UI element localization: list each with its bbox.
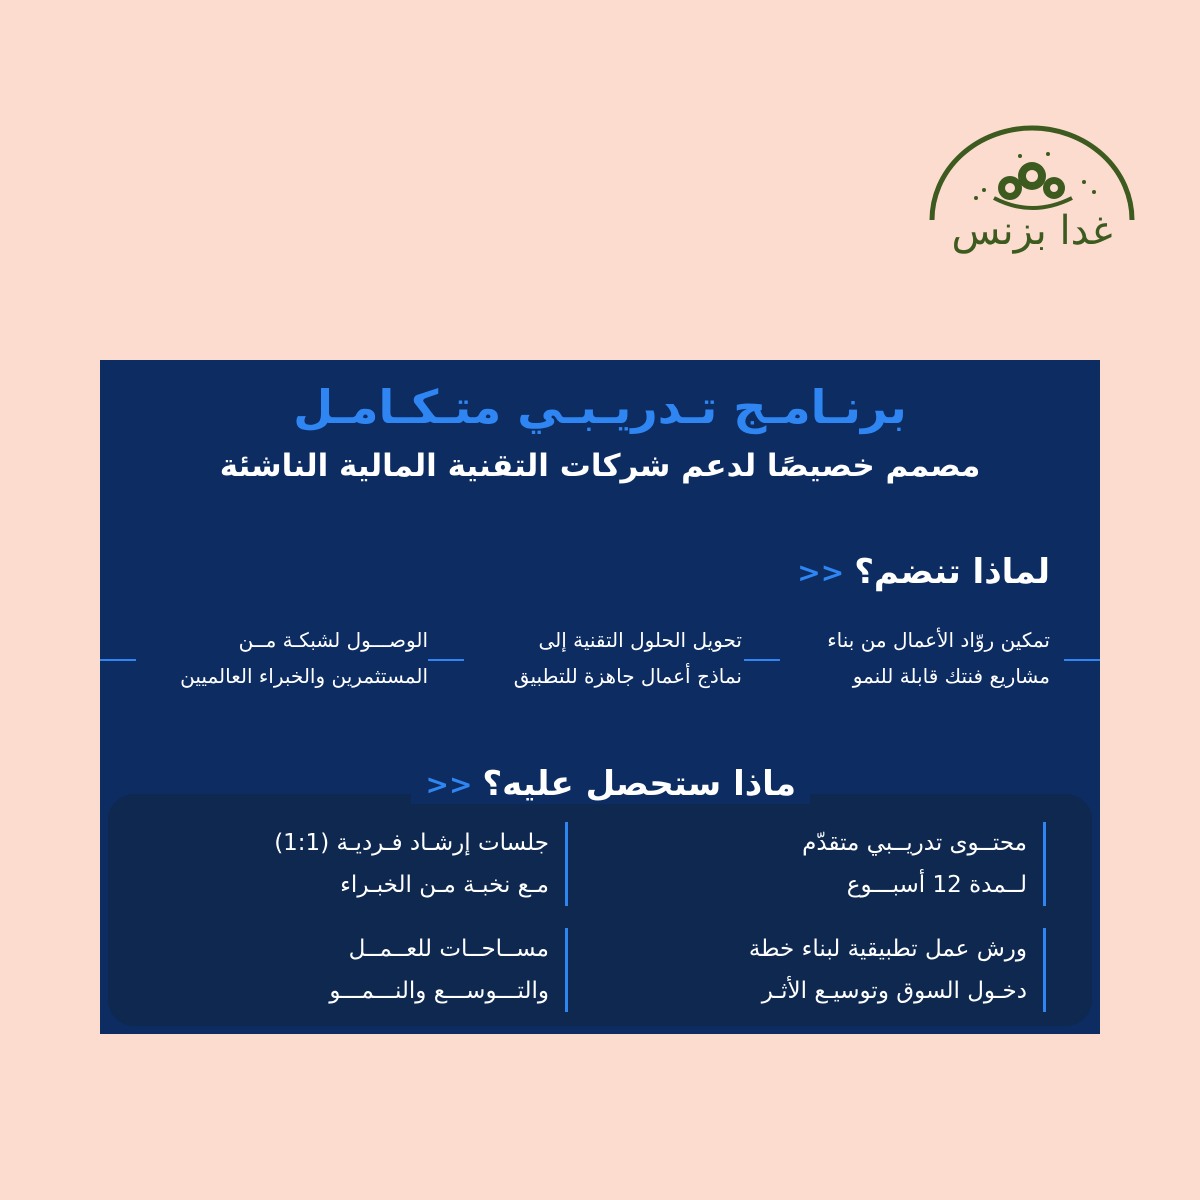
benefit-item-line1: ورش عمل تطبيقية لبناء خطة bbox=[748, 936, 1027, 962]
why-join-list bbox=[100, 622, 1100, 702]
why-item bbox=[442, 622, 742, 694]
double-chevron-icon: << bbox=[797, 555, 845, 589]
benefit-item-line2: لــمدة 12 أسبـــوع bbox=[846, 872, 1027, 898]
benefits-heading bbox=[411, 764, 810, 804]
why-item-line2: نماذج أعمال جاهزة للتطبيق bbox=[513, 664, 742, 688]
why-item bbox=[128, 622, 428, 694]
why-item-line1: تمكين روّاد الأعمال من بناء bbox=[827, 628, 1050, 652]
benefit-item bbox=[159, 928, 568, 1012]
why-item bbox=[750, 622, 1050, 694]
divider-line bbox=[744, 659, 780, 661]
why-join-heading bbox=[797, 552, 1050, 592]
logo-wordmark: غدا بزنس bbox=[951, 208, 1113, 254]
benefit-item-line2: دخـول السوق وتوسيـع الأثـر bbox=[761, 978, 1027, 1004]
benefits-box bbox=[108, 794, 1092, 1026]
benefits-heading-text: ماذا ستحصل عليه؟ bbox=[482, 764, 796, 804]
program-subtitle: مصمم خصيصًا لدعم شركات التقنية المالية الناشئة bbox=[219, 448, 981, 484]
benefit-item bbox=[637, 928, 1046, 1012]
why-item-line1: الوصـــول لشبكـة مــن bbox=[238, 628, 428, 652]
divider-line bbox=[428, 659, 464, 661]
why-item-line2: مشاريع فنتك قابلة للنمو bbox=[852, 664, 1050, 688]
benefit-item-line2: والتـــوســـع والنـــمـــو bbox=[329, 978, 549, 1004]
program-panel bbox=[100, 360, 1100, 1034]
why-item-line1: تحويل الحلول التقنية إلى bbox=[538, 628, 742, 652]
brand-logo bbox=[924, 120, 1140, 260]
why-join-heading-text: لماذا تنضم؟ bbox=[854, 552, 1050, 592]
why-item-line2: المستثمرين والخبراء العالميين bbox=[180, 664, 428, 688]
benefit-item bbox=[637, 822, 1046, 906]
program-title: برنـامـج تـدريـبـي متـكـامـل bbox=[293, 380, 907, 434]
benefit-item-line1: مســاحــات للعــمــل bbox=[348, 936, 549, 962]
benefit-item-line2: مـع نخبـة مـن الخبـراء bbox=[340, 872, 549, 898]
benefit-item bbox=[159, 822, 568, 906]
benefit-item-line1: جلسات إرشـاد فـرديـة (1:1) bbox=[274, 830, 549, 856]
double-chevron-icon: << bbox=[425, 767, 473, 801]
benefit-item-line1: محتــوى تدريــبي متقدّم bbox=[802, 830, 1027, 856]
divider-line bbox=[1064, 659, 1100, 661]
divider-line bbox=[100, 659, 136, 661]
